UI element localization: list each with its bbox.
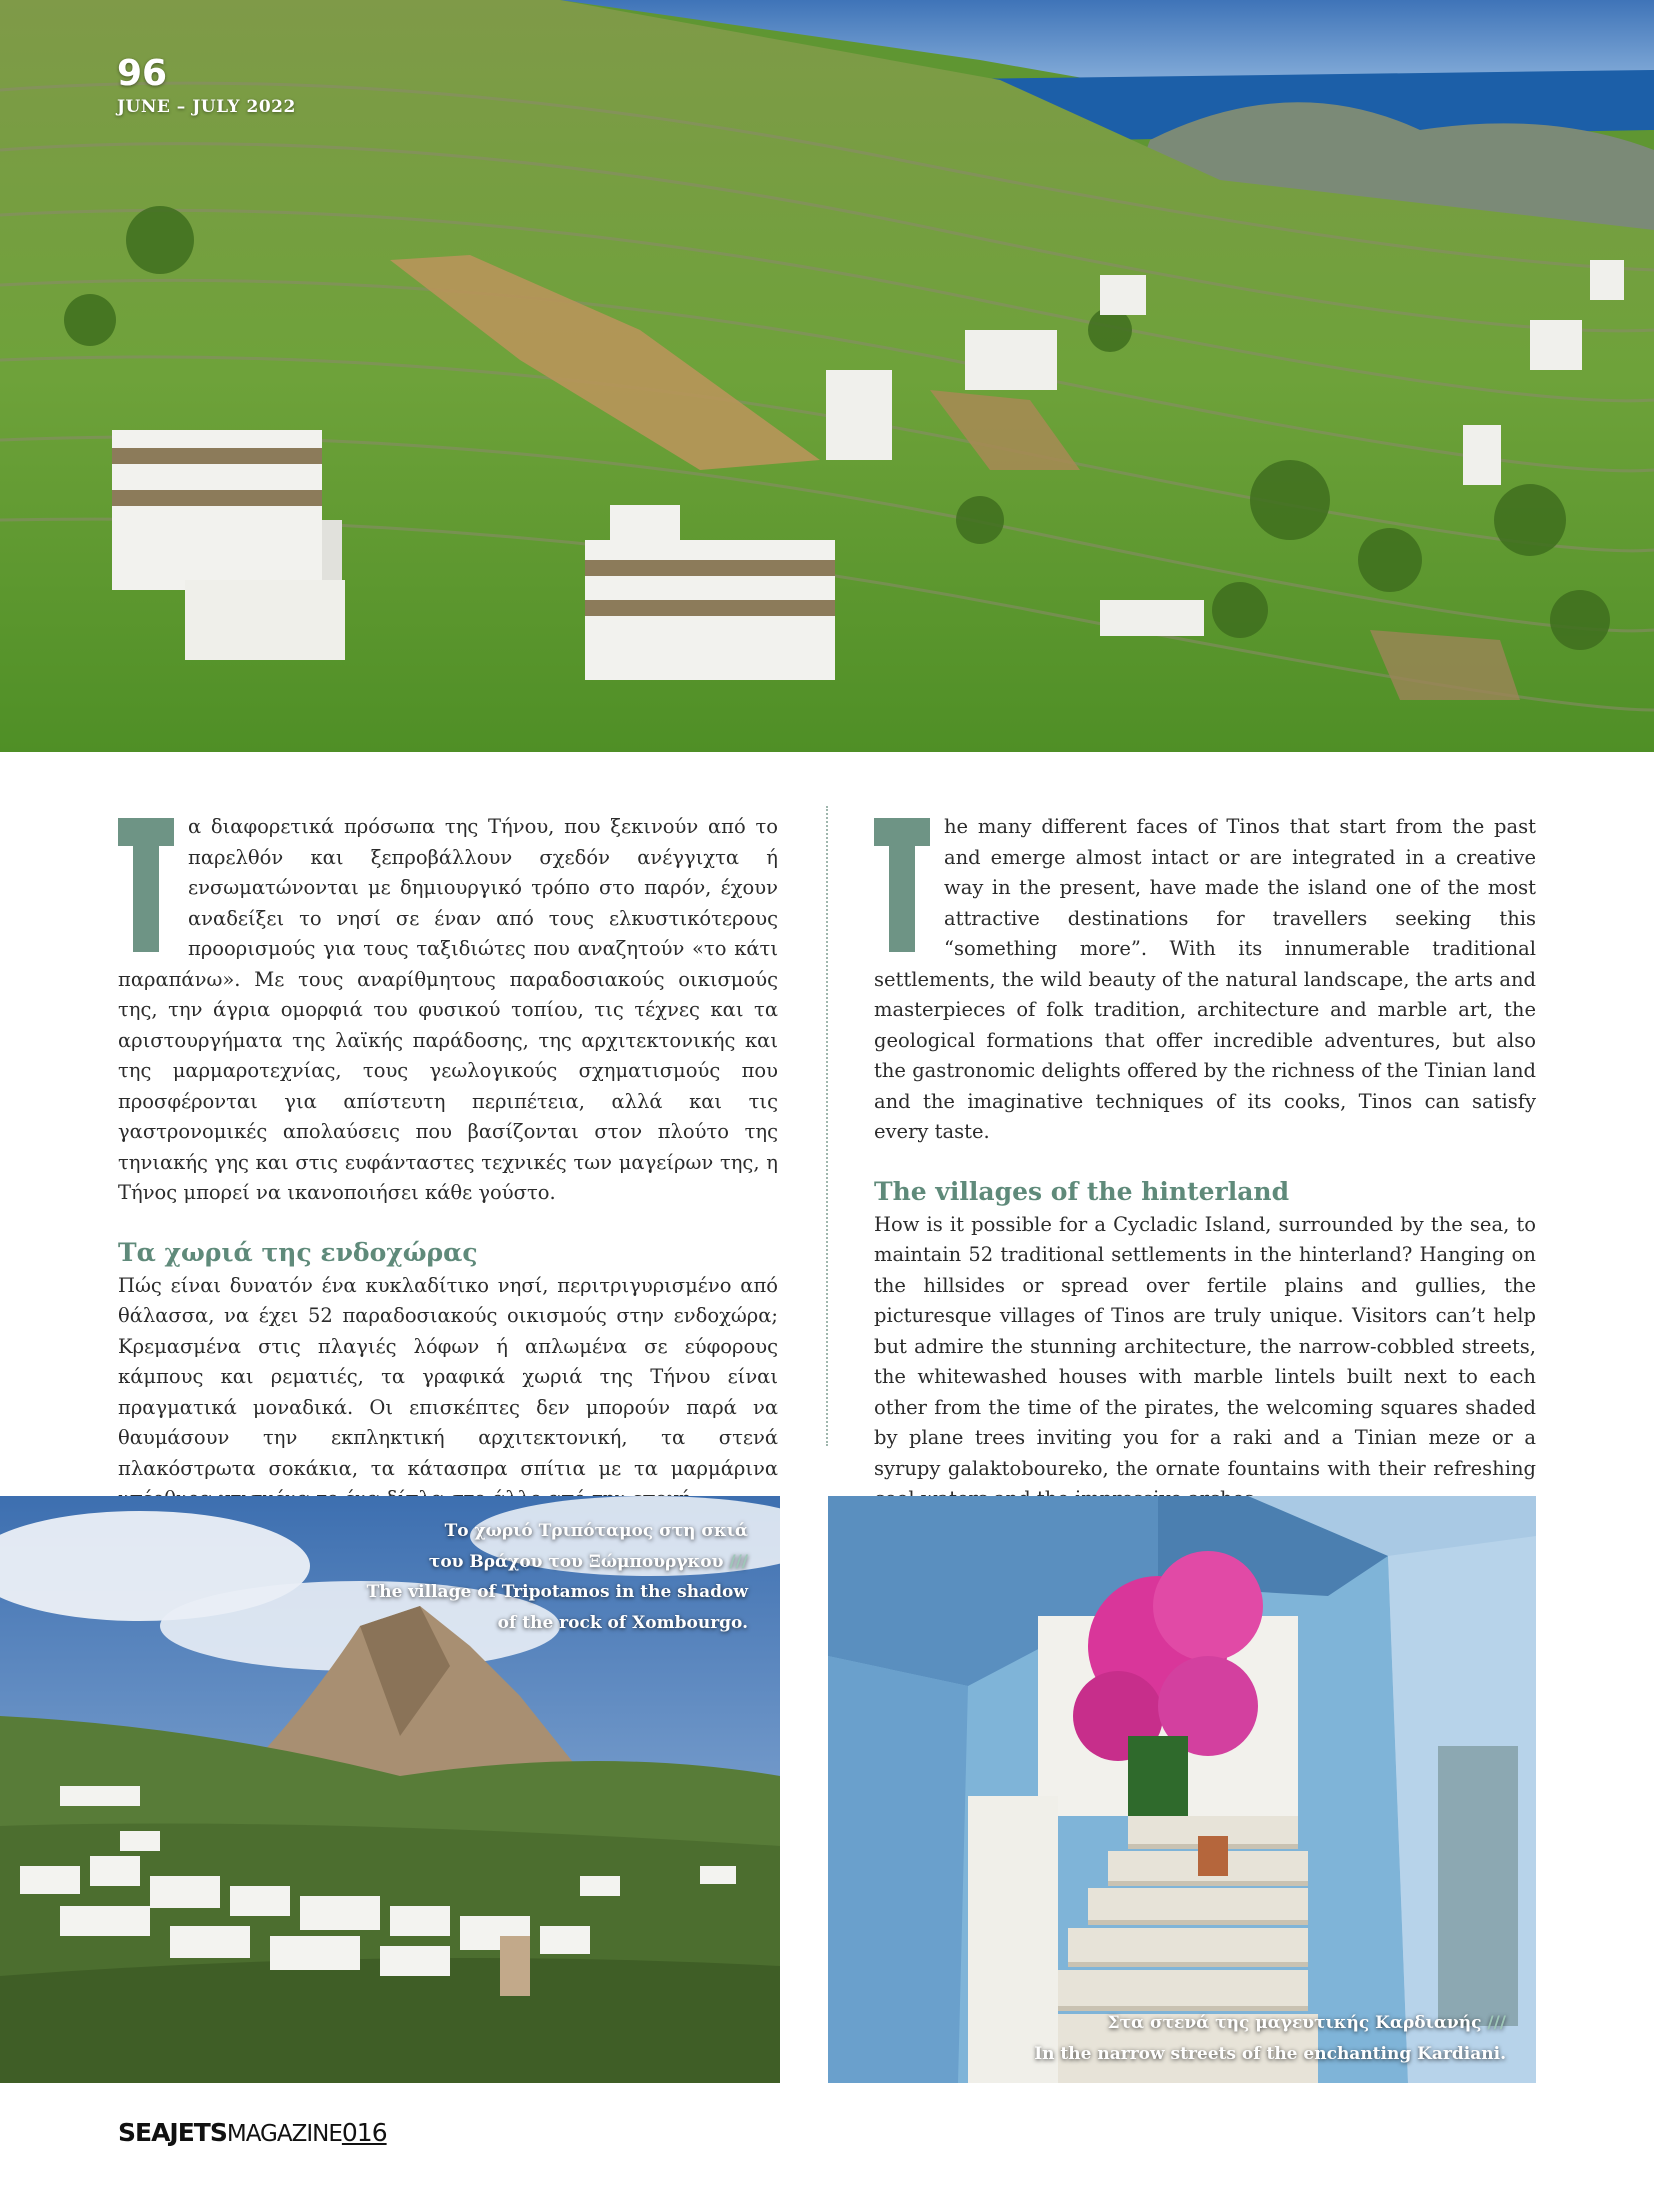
caption-separator: /// [1487, 2013, 1506, 2033]
english-subheading: The villages of the hinterland [874, 1176, 1290, 1206]
brand-name: SEAJETS [118, 2118, 227, 2147]
photo-tripotamos-village [0, 1496, 780, 2083]
greek-subheading: Τα χωριά της ενδοχώρας [118, 1237, 478, 1267]
english-dropcap [874, 818, 930, 952]
caption-tripotamos-greek-line2: του Βράχου του Ξώμπουργκου [428, 1551, 724, 1572]
issue-number: 016 [341, 2118, 387, 2147]
greek-intro-paragraph: α διαφορετικά πρόσωπα της Τήνου, που ξεκινούν από το παρελθόν και ξεπροβάλλουν σχεδόν ανέγγιχτα ή ενσωματώνονται με δημιουργικό τρόπο στο παρόν, έχουν αναδείξει το νησί σε έναν από τους ελκυστικότερους προορισμούς για τους ταξιδιώτες που αναζητούν «το κάτι παραπάνω». Με τους αναρίθμητους παραδοσιακούς οικισμούς της, την άγρια ομορφιά του φυσικού τοπίου, τις τέχνες και τα αριστουργήματα της λαϊκής παράδοσης, της αρχιτεκτονικής και της μαρμαροτεχνίας, τους γεωλογικούς σχηματισμούς που προσφέρονται για απίστευτη περιπέτεια, αλλά και τις γαστρονομικές απολαύσεις που βασίζονται στον πλούτο της τηνιακής γης και στις ευφάνταστες τεχνικές των μαγείρων της, η Τήνος μπορεί να ικανοποιήσει κάθε γούστο. [118, 815, 778, 1204]
hero-photo-dovecotes [0, 0, 1654, 752]
issue-date: JUNE – JULY 2022 [117, 97, 296, 117]
english-body-paragraph: How is it possible for a Cycladic Island, surrounded by the sea, to maintain 52 traditional settlements in the hinterland? Hanging on the hillsides or spread over fertile plains and gullies, the picturesque villages of Tinos are truly unique. Visitors can’t help but admire the stunning architecture, the narrow-cobbled streets, the whitewashed houses with marble lintels built next to each other from the time of the pirates, the welcoming squares shaded by plane trees inviting you for a raki and a Tinian meze or a syrupy galaktoboureko, the ornate fountains with their refreshing [874, 1212, 1536, 1480]
column-divider [826, 806, 828, 1446]
english-article-column [874, 812, 1536, 1515]
caption-kardiani [866, 2008, 1506, 2069]
caption-tripotamos-english-line2: of the rock of Xombourgo. [497, 1612, 748, 1633]
greek-article-column [118, 812, 778, 1515]
caption-tripotamos-greek-line1: Το χωριό Τριπόταμος στη σκιά [444, 1521, 748, 1541]
caption-kardiani-english: In the narrow streets of the enchanting Kardiani. [1034, 2043, 1506, 2064]
caption-separator: /// [729, 1551, 748, 1572]
alley-illustration [828, 1496, 1536, 2083]
caption-tripotamos-english-line1: The village of Tripotamos in the shadow [366, 1582, 748, 1602]
page-number: 96 [117, 53, 168, 94]
english-intro-paragraph: he many different faces of Tinos that start from the past and emerge almost intact or are integrated in a creative way in the present, have made the island one of the most attractive destinations for travellers seeking this “something more”. With its innumerable traditional settlements, the wild beauty of the natural landscape, the arts and masterpieces of folk tradition, architecture and marble art, the geological formations that offer incredible adventures, but also the gastronomic delights offered by the richness of the Tinian land and the imaginative techniques of its cooks, Tinos can satisfy every taste. [874, 815, 1536, 1143]
photo-kardiani-street [828, 1496, 1536, 2083]
caption-kardiani-greek: Στα στενά της μαγευτικής Καρδιανής [1107, 2013, 1482, 2033]
magazine-footer [118, 2118, 387, 2147]
greek-dropcap [118, 818, 174, 952]
caption-tripotamos [188, 1516, 748, 1638]
magazine-label: MAGAZINE [226, 2121, 342, 2147]
greek-body-paragraph: Πώς είναι δυνατόν ένα κυκλαδίτικο νησί, περιτριγυρισμένο από θάλασσα, να έχει 52 παραδοσιακούς οικισμούς στην ενδοχώρα; Κρεμασμένα στις πλαγιές λόφων ή απλωμένα σε εύφορους κάμπους και ρεματιές, τα γραφικά χωριά της Τήνου είναι πραγματικά μοναδικά. Οι επισκέπτες δεν μπορούν παρά να θαυμάσουν την εκπληκτική αρχιτεκτονική, τα στενά πλακόστρωτα σοκάκια, τα κάτασπρα σπίτια με τα μαρμάρινα [118, 1273, 778, 1480]
